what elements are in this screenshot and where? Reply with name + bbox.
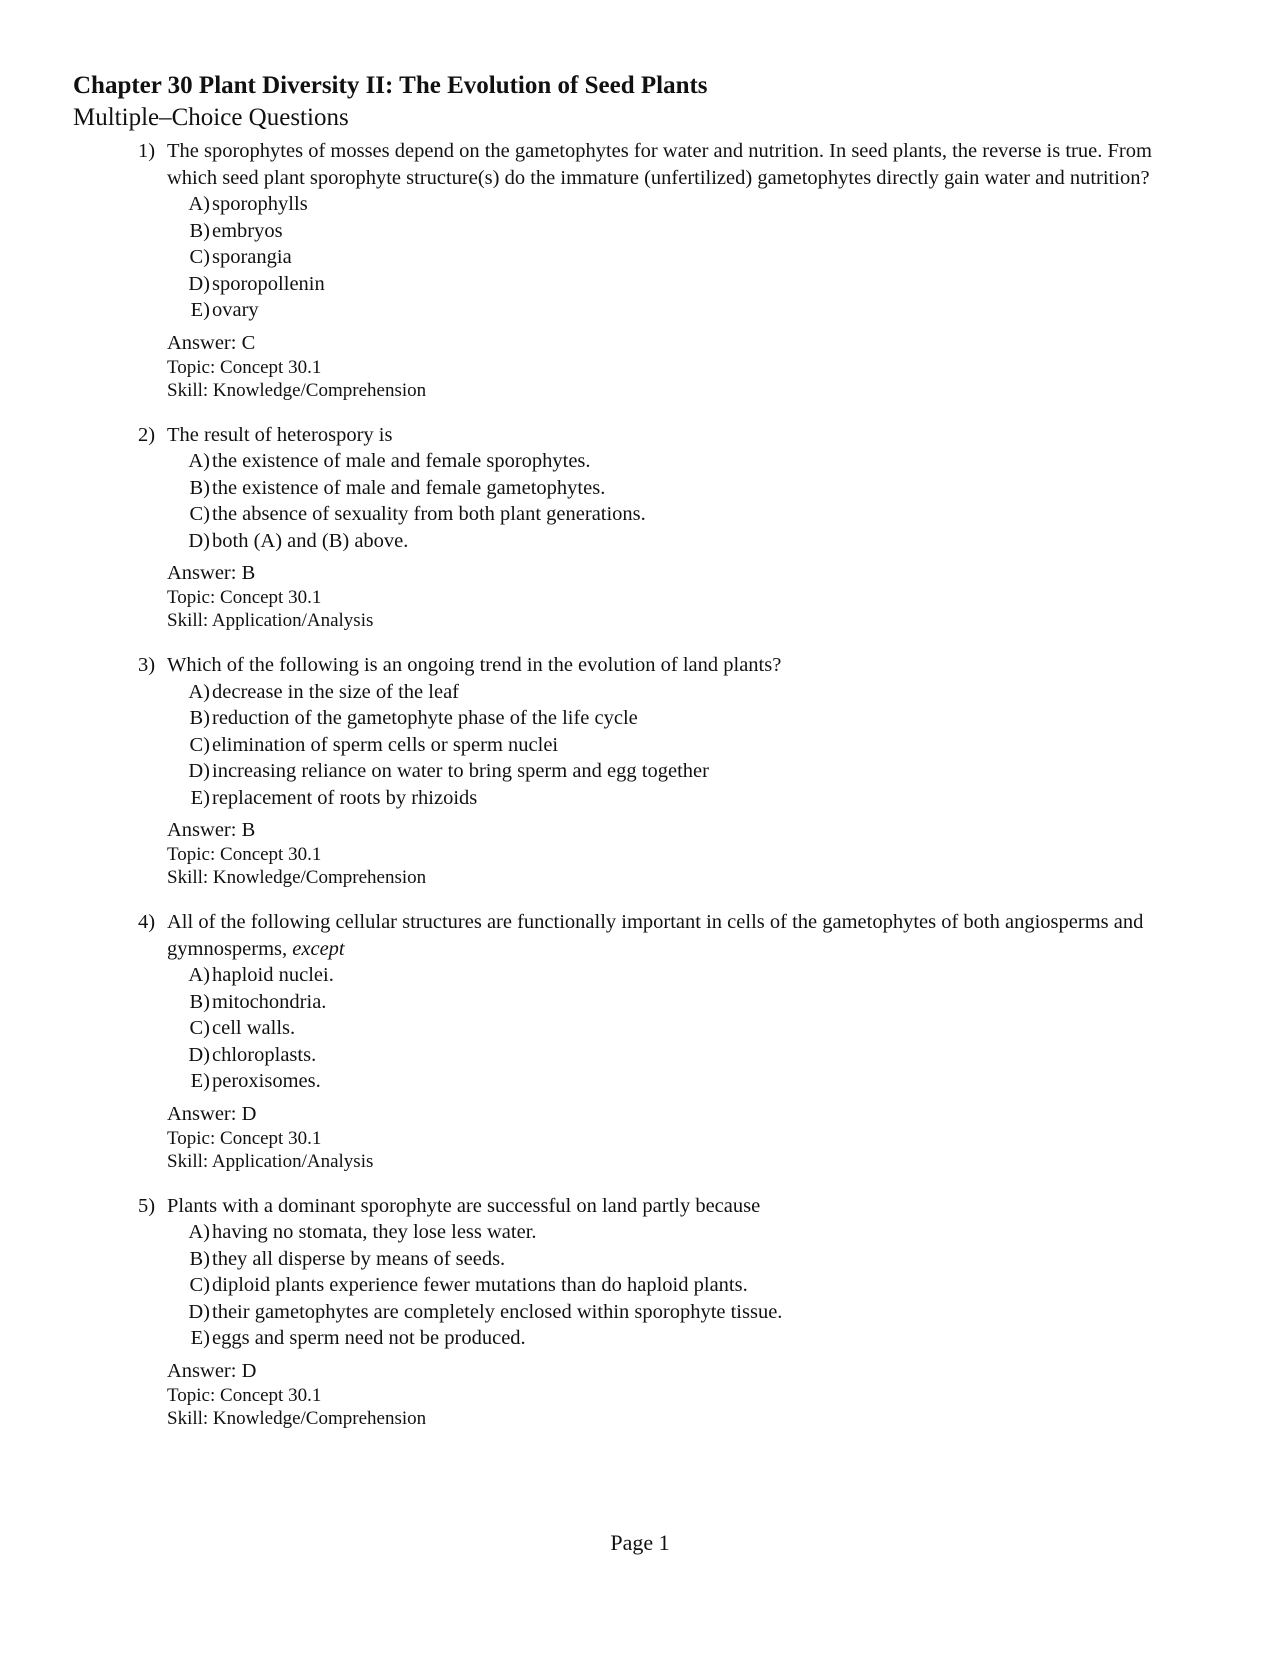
option-e: E) peroxisomes. bbox=[190, 1070, 321, 1092]
question-stem bbox=[138, 909, 1178, 962]
answer-block bbox=[167, 330, 1178, 402]
question-stem bbox=[138, 138, 1178, 191]
option-b: B) mitochondria. bbox=[189, 990, 327, 1013]
option-b: B) embryos bbox=[189, 219, 283, 242]
option-a: A) sporophylls bbox=[188, 193, 308, 215]
skill-line: Skill: Application/Analysis bbox=[167, 610, 374, 631]
option-c: C) elimination of sperm cells or sperm nuclei bbox=[189, 733, 559, 756]
question-text: The result of heterospory is bbox=[167, 423, 393, 446]
option-c: C) diploid plants experience fewer mutations than do haploid plants. bbox=[189, 1274, 748, 1296]
question-2 bbox=[138, 422, 1178, 633]
skill-line: Skill: Knowledge/Comprehension bbox=[167, 379, 427, 401]
answer-line: Answer: B bbox=[167, 819, 256, 841]
question-text: All of the following cellular structures are functionally important in cells of the gametophytes of both angiosperms and gymnosperms, except bbox=[167, 911, 1144, 960]
page-number: Page 1 bbox=[610, 1530, 670, 1555]
option-d: D) their gametophytes are completely enclosed within sporophyte tissue. bbox=[188, 1300, 783, 1323]
answer-line: Answer: D bbox=[167, 1102, 257, 1125]
question-number: 4) bbox=[138, 911, 156, 933]
option-list bbox=[182, 448, 1178, 554]
question-number: 1) bbox=[138, 140, 156, 162]
question-4 bbox=[138, 909, 1178, 1173]
topic-line: Topic: Concept 30.1 bbox=[167, 844, 322, 865]
option-list bbox=[182, 1219, 1178, 1352]
question-text: Plants with a dominant sporophyte are successful on land partly because bbox=[167, 1194, 761, 1217]
option-list bbox=[182, 679, 1178, 812]
skill-line: Skill: Knowledge/Comprehension bbox=[167, 867, 427, 888]
option-b: B) the existence of male and female gametophytes. bbox=[189, 476, 606, 499]
option-a: A) haploid nuclei. bbox=[188, 964, 334, 986]
option-b: B) reduction of the gametophyte phase of the life cycle bbox=[189, 707, 638, 729]
question-number: 2) bbox=[138, 423, 156, 446]
option-e: E) replacement of roots by rhizoids bbox=[190, 786, 478, 809]
question-emphasis: except bbox=[292, 937, 345, 960]
question-number: 3) bbox=[138, 654, 156, 676]
question-stem bbox=[138, 1193, 1178, 1220]
answer-line: Answer: C bbox=[167, 331, 256, 354]
question-stem bbox=[138, 652, 1178, 679]
answer-block bbox=[167, 817, 1178, 889]
question-stem bbox=[138, 422, 1178, 449]
option-c: C) sporangia bbox=[189, 246, 292, 268]
answer-block bbox=[167, 1358, 1178, 1430]
option-e: E) eggs and sperm need not be produced. bbox=[190, 1327, 526, 1349]
question-number: 5) bbox=[138, 1194, 156, 1217]
option-a: A) the existence of male and female sporophytes. bbox=[188, 450, 591, 472]
option-list bbox=[182, 191, 1178, 324]
option-d: D) increasing reliance on water to bring sperm and egg together bbox=[188, 760, 709, 782]
question-list bbox=[138, 138, 1178, 1450]
option-e: E) ovary bbox=[190, 299, 259, 321]
skill-line: Skill: Application/Analysis bbox=[167, 1150, 374, 1172]
question-1 bbox=[138, 138, 1178, 402]
topic-line: Topic: Concept 30.1 bbox=[167, 587, 322, 608]
option-c: C) the absence of sexuality from both plant generations. bbox=[189, 503, 646, 525]
option-c: C) cell walls. bbox=[189, 1017, 296, 1039]
question-text: The sporophytes of mosses depend on the gametophytes for water and nutrition. In seed plants, the reverse is true. From which seed plant sporophyte structure(s) do the immature (unfertilized) gametophytes directly gain water and nutrition? bbox=[167, 140, 1152, 189]
option-a: A) having no stomata, they lose less water. bbox=[188, 1221, 537, 1243]
question-text: Which of the following is an ongoing trend in the evolution of land plants? bbox=[167, 654, 782, 676]
answer-line: Answer: B bbox=[167, 562, 256, 584]
option-a: A) decrease in the size of the leaf bbox=[188, 680, 460, 703]
answer-line: Answer: D bbox=[167, 1359, 257, 1382]
option-list bbox=[182, 962, 1178, 1095]
topic-line: Topic: Concept 30.1 bbox=[167, 1127, 322, 1149]
skill-line: Skill: Knowledge/Comprehension bbox=[167, 1407, 427, 1429]
answer-block bbox=[167, 1101, 1178, 1173]
topic-line: Topic: Concept 30.1 bbox=[167, 1384, 322, 1406]
option-d: D) chloroplasts. bbox=[188, 1043, 317, 1066]
question-3 bbox=[138, 652, 1178, 889]
option-b: B) they all disperse by means of seeds. bbox=[189, 1247, 506, 1270]
answer-block bbox=[167, 560, 1178, 632]
section-title: Multiple–Choice Questions bbox=[73, 104, 349, 131]
chapter-title: Chapter 30 Plant Diversity II: The Evolution of Seed Plants bbox=[73, 72, 708, 99]
option-d: D) both (A) and (B) above. bbox=[188, 529, 409, 552]
topic-line: Topic: Concept 30.1 bbox=[167, 356, 322, 378]
option-d: D) sporopollenin bbox=[188, 272, 325, 295]
question-5 bbox=[138, 1193, 1178, 1430]
